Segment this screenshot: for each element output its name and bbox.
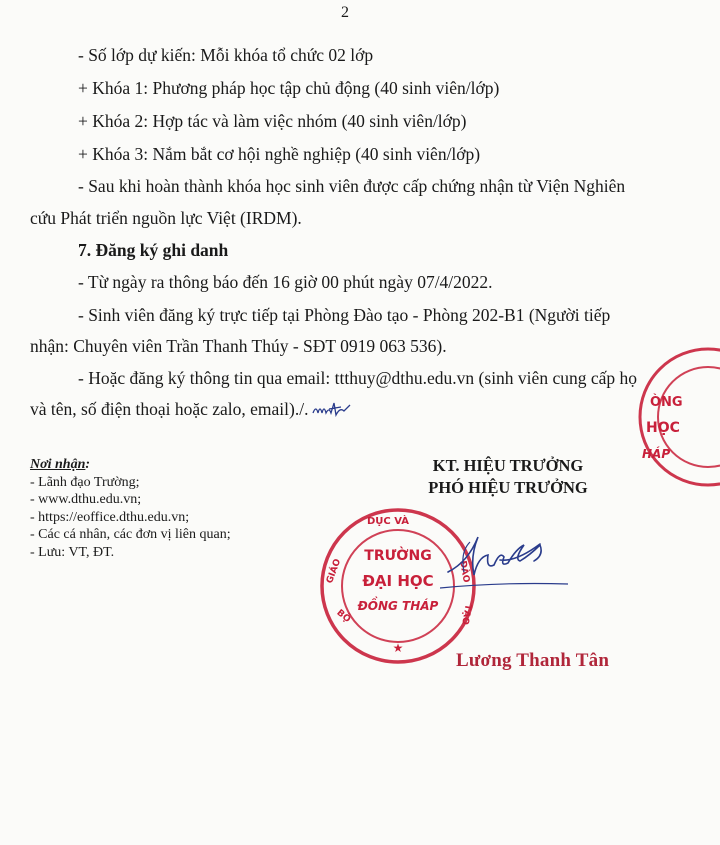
partial-stamp-line-1: ÒNG — [650, 395, 683, 410]
recipients-block — [30, 456, 231, 561]
certificate-line-1: - Sau khi hoàn thành khóa học sinh viên được cấp chứng nhận từ Viện Nghiên — [78, 176, 626, 196]
direct-registration-line-2: nhận: Chuyên viên Trần Thanh Thúy - SĐT 0919 063 536). — [30, 336, 447, 356]
certificate-line-2: cứu Phát triển nguồn lực Việt (IRDM). — [30, 208, 302, 228]
recipient-item: - Lãnh đạo Trường; — [30, 474, 140, 490]
stamp-ring-left: GIÁO — [325, 557, 344, 585]
stamp-ring-bottom: BỘ — [334, 607, 353, 625]
course-1-line: + Khóa 1: Phương pháp học tập chủ động (40 sinh viên/lớp) — [78, 78, 500, 98]
signer-block — [388, 455, 628, 499]
initials-signature — [311, 401, 357, 419]
partial-stamp-line-2: HỌC — [646, 420, 680, 436]
recipients-title-row: Nơi nhận: — [30, 457, 91, 472]
stamp-ring-tao: TẠO — [459, 603, 473, 626]
email-registration-line-2 — [30, 398, 357, 420]
recipient-item: - Lưu: VT, ĐT. — [30, 544, 115, 560]
signer-title-2: PHÓ HIỆU TRƯỞNG — [428, 478, 588, 497]
recipient-item: - https://eoffice.dthu.edu.vn; — [30, 509, 190, 525]
signature — [440, 522, 570, 592]
signer-title-1: KT. HIỆU TRƯỞNG — [432, 456, 584, 475]
email-registration-text: và tên, số điện thoại hoặc zalo, email)./. — [30, 399, 309, 419]
stamp-star-icon: ★ — [392, 641, 404, 655]
class-count-line: - Số lớp dự kiến: Mỗi khóa tổ chức 02 lớp — [78, 45, 374, 65]
signer-name: Lương Thanh Tân — [456, 650, 610, 671]
course-3-line: + Khóa 3: Nắm bắt cơ hội nghề nghiệp (40 sinh viên/lớp) — [78, 144, 481, 164]
recipient-item: - Các cá nhân, các đơn vị liên quan; — [30, 527, 231, 542]
stamp-ring-top: DỤC VÀ — [366, 516, 410, 527]
stamp-ring-right: ĐÀO — [457, 559, 471, 584]
recipient-item: - www.dthu.edu.vn; — [30, 492, 142, 507]
recipients-title: Nơi nhận — [30, 457, 86, 472]
direct-registration-line-1: - Sinh viên đăng ký trực tiếp tại Phòng Đào tạo - Phòng 202-B1 (Người tiếp — [78, 305, 611, 325]
course-2-line: + Khóa 2: Hợp tác và làm việc nhóm (40 sinh viên/lớp) — [78, 111, 467, 131]
section-7-heading: 7. Đăng ký ghi danh — [78, 240, 229, 260]
deadline-line: - Từ ngày ra thông báo đến 16 giờ 00 phút ngày 07/4/2022. — [78, 272, 493, 292]
email-registration-line-1: - Hoặc đăng ký thông tin qua email: ttthuy@dthu.edu.vn (sinh viên cung cấp họ — [78, 368, 637, 388]
stamp-line-2: ĐẠI HỌC — [362, 572, 434, 590]
page-number: 2 — [341, 4, 349, 21]
stamp-line-3: ĐỒNG THÁP — [357, 599, 439, 613]
partial-stamp — [628, 342, 720, 492]
partial-stamp-line-3: HÁP — [642, 447, 671, 461]
stamp-line-1: TRƯỜNG — [364, 548, 432, 564]
